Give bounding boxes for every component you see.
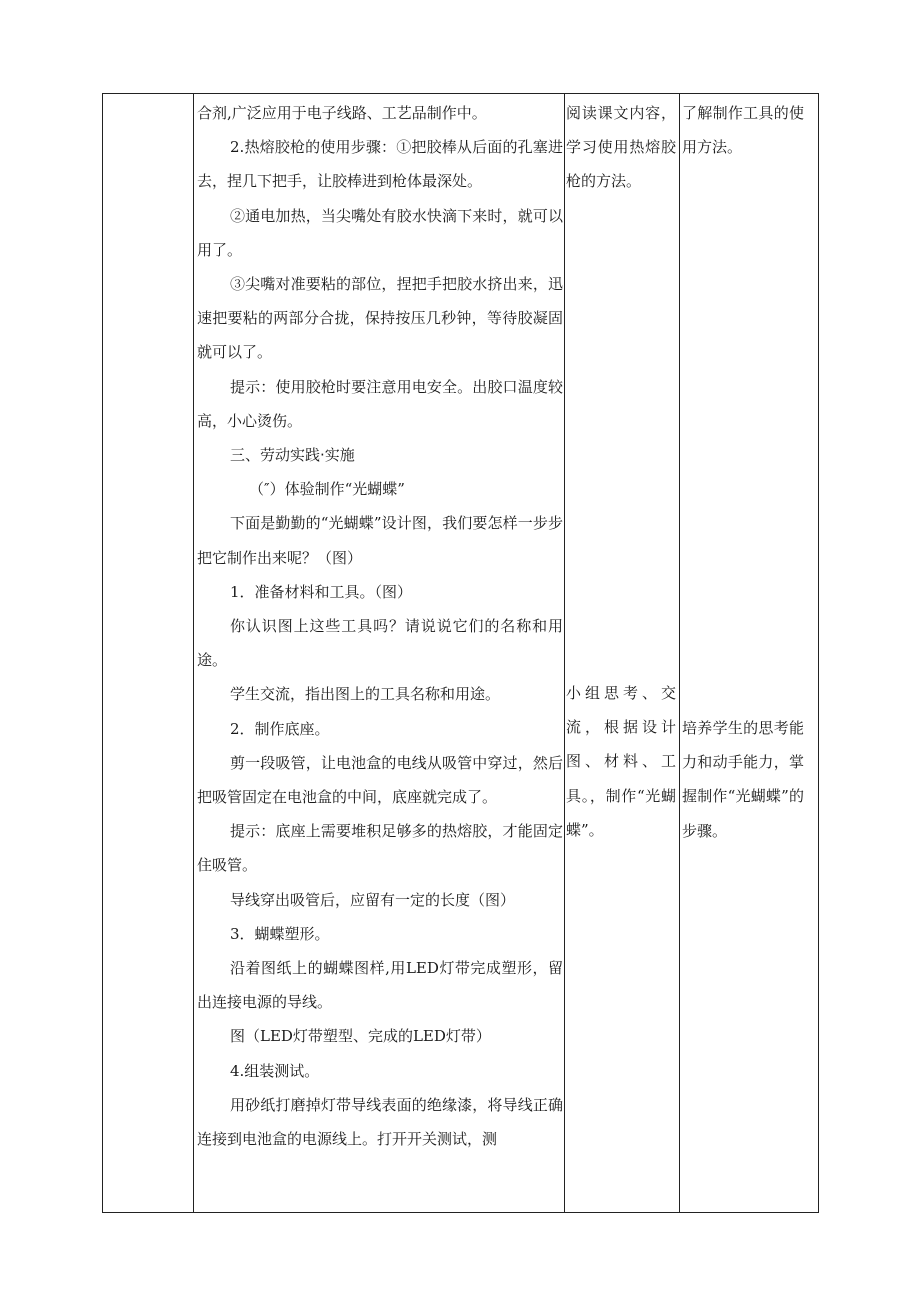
subsection-heading: （″）体验制作“光蝴蝶”	[249, 480, 405, 499]
paragraph: 4.组装测试。	[230, 1061, 320, 1080]
table-border-right	[818, 93, 819, 1213]
student-activity-1	[566, 96, 676, 199]
paragraph: 提示：底座上需要堆积足够多的热熔胶，才能固定住吸管。	[197, 822, 563, 875]
paragraph: ③尖嘴对准要粘的部位，捏把手把胶水挤出来，迅速把要粘的两部分合拢，保持按压几秒钟，等待胶凝固就可以了。	[197, 275, 563, 362]
lesson-body-text	[197, 96, 563, 1156]
paragraph: 剪一段吸管，让电池盒的电线从吸管中穿过，然后把吸管固定在电池盒的中间，底座就完成了。	[197, 753, 563, 807]
design-intent-text: 培养学生的思考能力和动手能力，掌握制作“光蝴蝶”的步骤。	[682, 719, 804, 840]
paragraph: 沿着图纸上的蝴蝶图样,用LED灯带完成塑形，留出连接电源的导线。	[197, 959, 563, 1012]
paragraph: ②通电加热，当尖嘴处有胶水快滴下来时，就可以用了。	[197, 206, 563, 259]
paragraph: 合剂,广泛应用于电子线路、工艺品制作中。	[197, 104, 487, 122]
paragraph: 导线穿出吸管后，应留有一定的长度（图）	[230, 890, 516, 909]
lesson-body-cell	[197, 96, 567, 1211]
table-border-bottom	[102, 1212, 819, 1213]
paragraph: 你认识图上这些工具吗？请说说它们的名称和用途。	[197, 617, 563, 670]
design-intent-2	[682, 711, 804, 848]
student-activity-text: 阅读课文内容，学习使用热熔胶枪的方法。	[566, 104, 676, 191]
column-divider-3	[679, 93, 680, 1213]
student-activity-text: 小组思考、交流，根据设计图、材料、工具。，制作“光蝴蝶”。	[566, 684, 676, 839]
design-intent-text: 了解制作工具的使用方法。	[682, 104, 804, 157]
paragraph: 用砂纸打磨掉灯带导线表面的绝缘漆，将导线正确连接到电池盒的电源线上。打开开关测试，测	[197, 1095, 563, 1149]
student-activity-2	[566, 676, 676, 847]
paragraph: 2.热熔胶枪的使用步骤：①把胶棒从后面的孔塞进去，捏几下把手，让胶棒进到枪体最深处。	[197, 138, 563, 191]
table-border-top	[102, 93, 819, 94]
paragraph: 学生交流，指出图上的工具名称和用途。	[230, 685, 501, 704]
design-intent-1	[682, 96, 804, 164]
paragraph: 提示：使用胶枪时要注意用电安全。出胶口温度较高，小心烫伤。	[197, 377, 563, 430]
table-border-left	[102, 93, 103, 1213]
column-divider-1	[193, 93, 194, 1213]
paragraph: 1．准备材料和工具。（图）	[230, 582, 413, 601]
section-heading: 三、劳动实践·实施	[230, 446, 355, 465]
paragraph: 3．蝴蝶塑形。	[230, 924, 330, 943]
paragraph: 图（LED灯带塑型、完成的LED灯带）	[230, 1027, 491, 1046]
paragraph: 下面是勤勤的“光蝴蝶”设计图，我们要怎样一步步把它制作出来呢？（图）	[197, 514, 563, 567]
paragraph: 2．制作底座。	[230, 719, 330, 738]
